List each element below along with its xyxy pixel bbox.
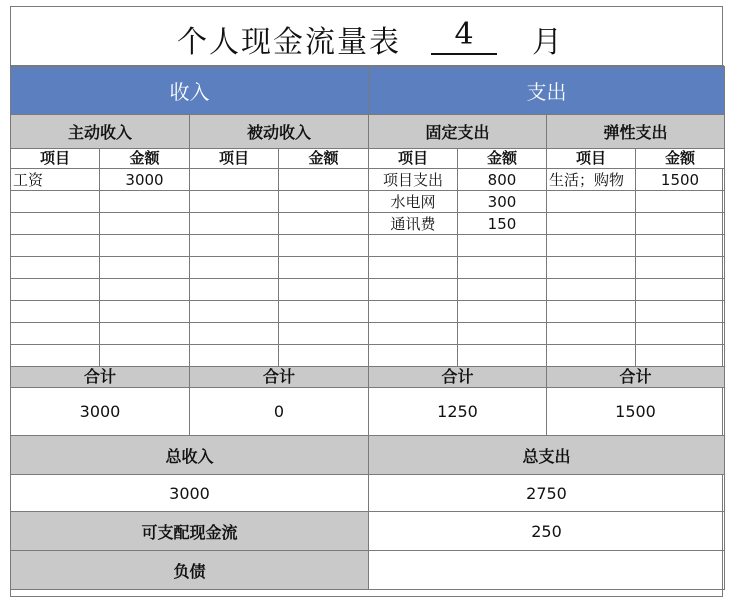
data-cell[interactable] (11, 279, 100, 301)
month-field[interactable]: 4 (431, 17, 497, 55)
data-cell[interactable]: 3000 (100, 169, 190, 191)
data-cell[interactable] (458, 235, 547, 257)
data-cell[interactable] (11, 213, 100, 235)
column-header-item: 项目 (11, 149, 100, 169)
data-cell[interactable] (369, 301, 458, 323)
active-income-total[interactable]: 3000 (11, 388, 190, 436)
data-cell[interactable] (190, 235, 279, 257)
data-cell[interactable] (11, 257, 100, 279)
data-cell[interactable] (547, 257, 636, 279)
table-row (11, 213, 725, 235)
data-cell[interactable] (279, 279, 369, 301)
total-expense-value[interactable]: 2750 (369, 475, 725, 512)
data-cell[interactable] (458, 279, 547, 301)
column-header-item: 项目 (369, 149, 458, 169)
title-text: 个人现金流量表 (177, 25, 401, 60)
data-cell[interactable] (190, 191, 279, 213)
data-cell[interactable] (636, 257, 725, 279)
data-cell[interactable] (369, 235, 458, 257)
data-cell[interactable] (11, 301, 100, 323)
table-row (11, 323, 725, 345)
liabilities-value[interactable] (369, 551, 725, 590)
data-cell[interactable] (279, 213, 369, 235)
data-cell[interactable] (636, 191, 725, 213)
data-cell[interactable] (100, 257, 190, 279)
data-cell[interactable] (100, 191, 190, 213)
data-cell[interactable] (100, 301, 190, 323)
table-row (11, 257, 725, 279)
data-cell[interactable] (547, 301, 636, 323)
flexible-expense-total-label: 合计 (547, 367, 725, 388)
total-income-value[interactable]: 3000 (11, 475, 369, 512)
disposable-cash-flow-label: 可支配现金流 (11, 512, 369, 551)
data-cell[interactable] (547, 235, 636, 257)
data-cell[interactable] (100, 235, 190, 257)
column-header-item: 项目 (190, 149, 279, 169)
data-cell[interactable] (190, 257, 279, 279)
data-cell[interactable] (100, 345, 190, 367)
data-cell[interactable]: 水电网 (369, 191, 458, 213)
data-cell[interactable] (636, 213, 725, 235)
passive-income-total[interactable]: 0 (190, 388, 369, 436)
data-cell[interactable]: 通讯费 (369, 213, 458, 235)
data-cell[interactable] (279, 169, 369, 191)
table-row (11, 279, 725, 301)
column-header-amount: 金额 (636, 149, 725, 169)
data-cell[interactable]: 生活；购物 (547, 169, 636, 191)
data-cell[interactable] (11, 235, 100, 257)
fixed-expense-header: 固定支出 (369, 115, 547, 149)
active-income-header: 主动收入 (11, 115, 190, 149)
data-cell[interactable] (369, 345, 458, 367)
data-cell[interactable] (458, 345, 547, 367)
data-cell[interactable] (547, 279, 636, 301)
data-cell[interactable] (279, 191, 369, 213)
fixed-expense-total[interactable]: 1250 (369, 388, 547, 436)
cash-flow-table (10, 66, 725, 590)
data-cell[interactable] (369, 257, 458, 279)
total-expense-label: 总支出 (369, 436, 725, 475)
data-cell[interactable] (636, 279, 725, 301)
data-cell[interactable]: 800 (458, 169, 547, 191)
table-row (11, 191, 725, 213)
data-cell[interactable] (547, 213, 636, 235)
data-cell[interactable] (279, 301, 369, 323)
data-cell[interactable] (190, 213, 279, 235)
data-cell[interactable]: 150 (458, 213, 547, 235)
table-row (11, 301, 725, 323)
table-row (11, 235, 725, 257)
data-cell[interactable] (547, 323, 636, 345)
table-row (11, 169, 725, 191)
data-cell[interactable] (11, 323, 100, 345)
table-row (11, 345, 725, 367)
liabilities-label: 负债 (11, 551, 369, 590)
total-income-label: 总收入 (11, 436, 369, 475)
data-cell[interactable] (547, 191, 636, 213)
passive-income-header: 被动收入 (190, 115, 369, 149)
fixed-expense-total-label: 合计 (369, 367, 547, 388)
data-cell[interactable] (636, 323, 725, 345)
data-cell[interactable] (100, 323, 190, 345)
data-cell[interactable] (11, 191, 100, 213)
data-cell[interactable] (190, 345, 279, 367)
data-cell[interactable] (100, 213, 190, 235)
data-cell[interactable] (279, 257, 369, 279)
data-cell[interactable] (190, 301, 279, 323)
data-cell[interactable] (458, 257, 547, 279)
column-header-amount: 金额 (100, 149, 190, 169)
data-cell[interactable]: 项目支出 (369, 169, 458, 191)
column-header-item: 项目 (547, 149, 636, 169)
data-cell[interactable]: 1500 (636, 169, 725, 191)
data-cell[interactable] (190, 169, 279, 191)
data-cell[interactable] (636, 345, 725, 367)
column-header-amount: 金额 (458, 149, 547, 169)
month-unit: 月 (532, 25, 562, 60)
data-cell[interactable] (100, 279, 190, 301)
data-cell[interactable] (279, 323, 369, 345)
data-cell[interactable]: 工资 (11, 169, 100, 191)
flexible-expense-total[interactable]: 1500 (547, 388, 725, 436)
data-cell[interactable]: 300 (458, 191, 547, 213)
expense-section-header: 支出 (369, 67, 725, 115)
flexible-expense-header: 弹性支出 (547, 115, 725, 149)
data-cell[interactable] (11, 345, 100, 367)
data-cell[interactable] (279, 235, 369, 257)
data-cell[interactable] (369, 279, 458, 301)
data-cell[interactable] (636, 235, 725, 257)
sheet-title (11, 7, 724, 66)
data-cell[interactable] (458, 323, 547, 345)
data-cell[interactable] (458, 301, 547, 323)
cash-flow-sheet (10, 6, 723, 597)
data-cell[interactable] (190, 323, 279, 345)
data-cell[interactable] (547, 345, 636, 367)
income-section-header: 收入 (11, 67, 369, 115)
data-cell[interactable] (190, 279, 279, 301)
active-income-total-label: 合计 (11, 367, 190, 388)
disposable-cash-flow-value[interactable]: 250 (369, 512, 725, 551)
data-cell[interactable] (279, 345, 369, 367)
data-cell[interactable] (369, 323, 458, 345)
column-header-amount: 金额 (279, 149, 369, 169)
passive-income-total-label: 合计 (190, 367, 369, 388)
data-cell[interactable] (636, 301, 725, 323)
